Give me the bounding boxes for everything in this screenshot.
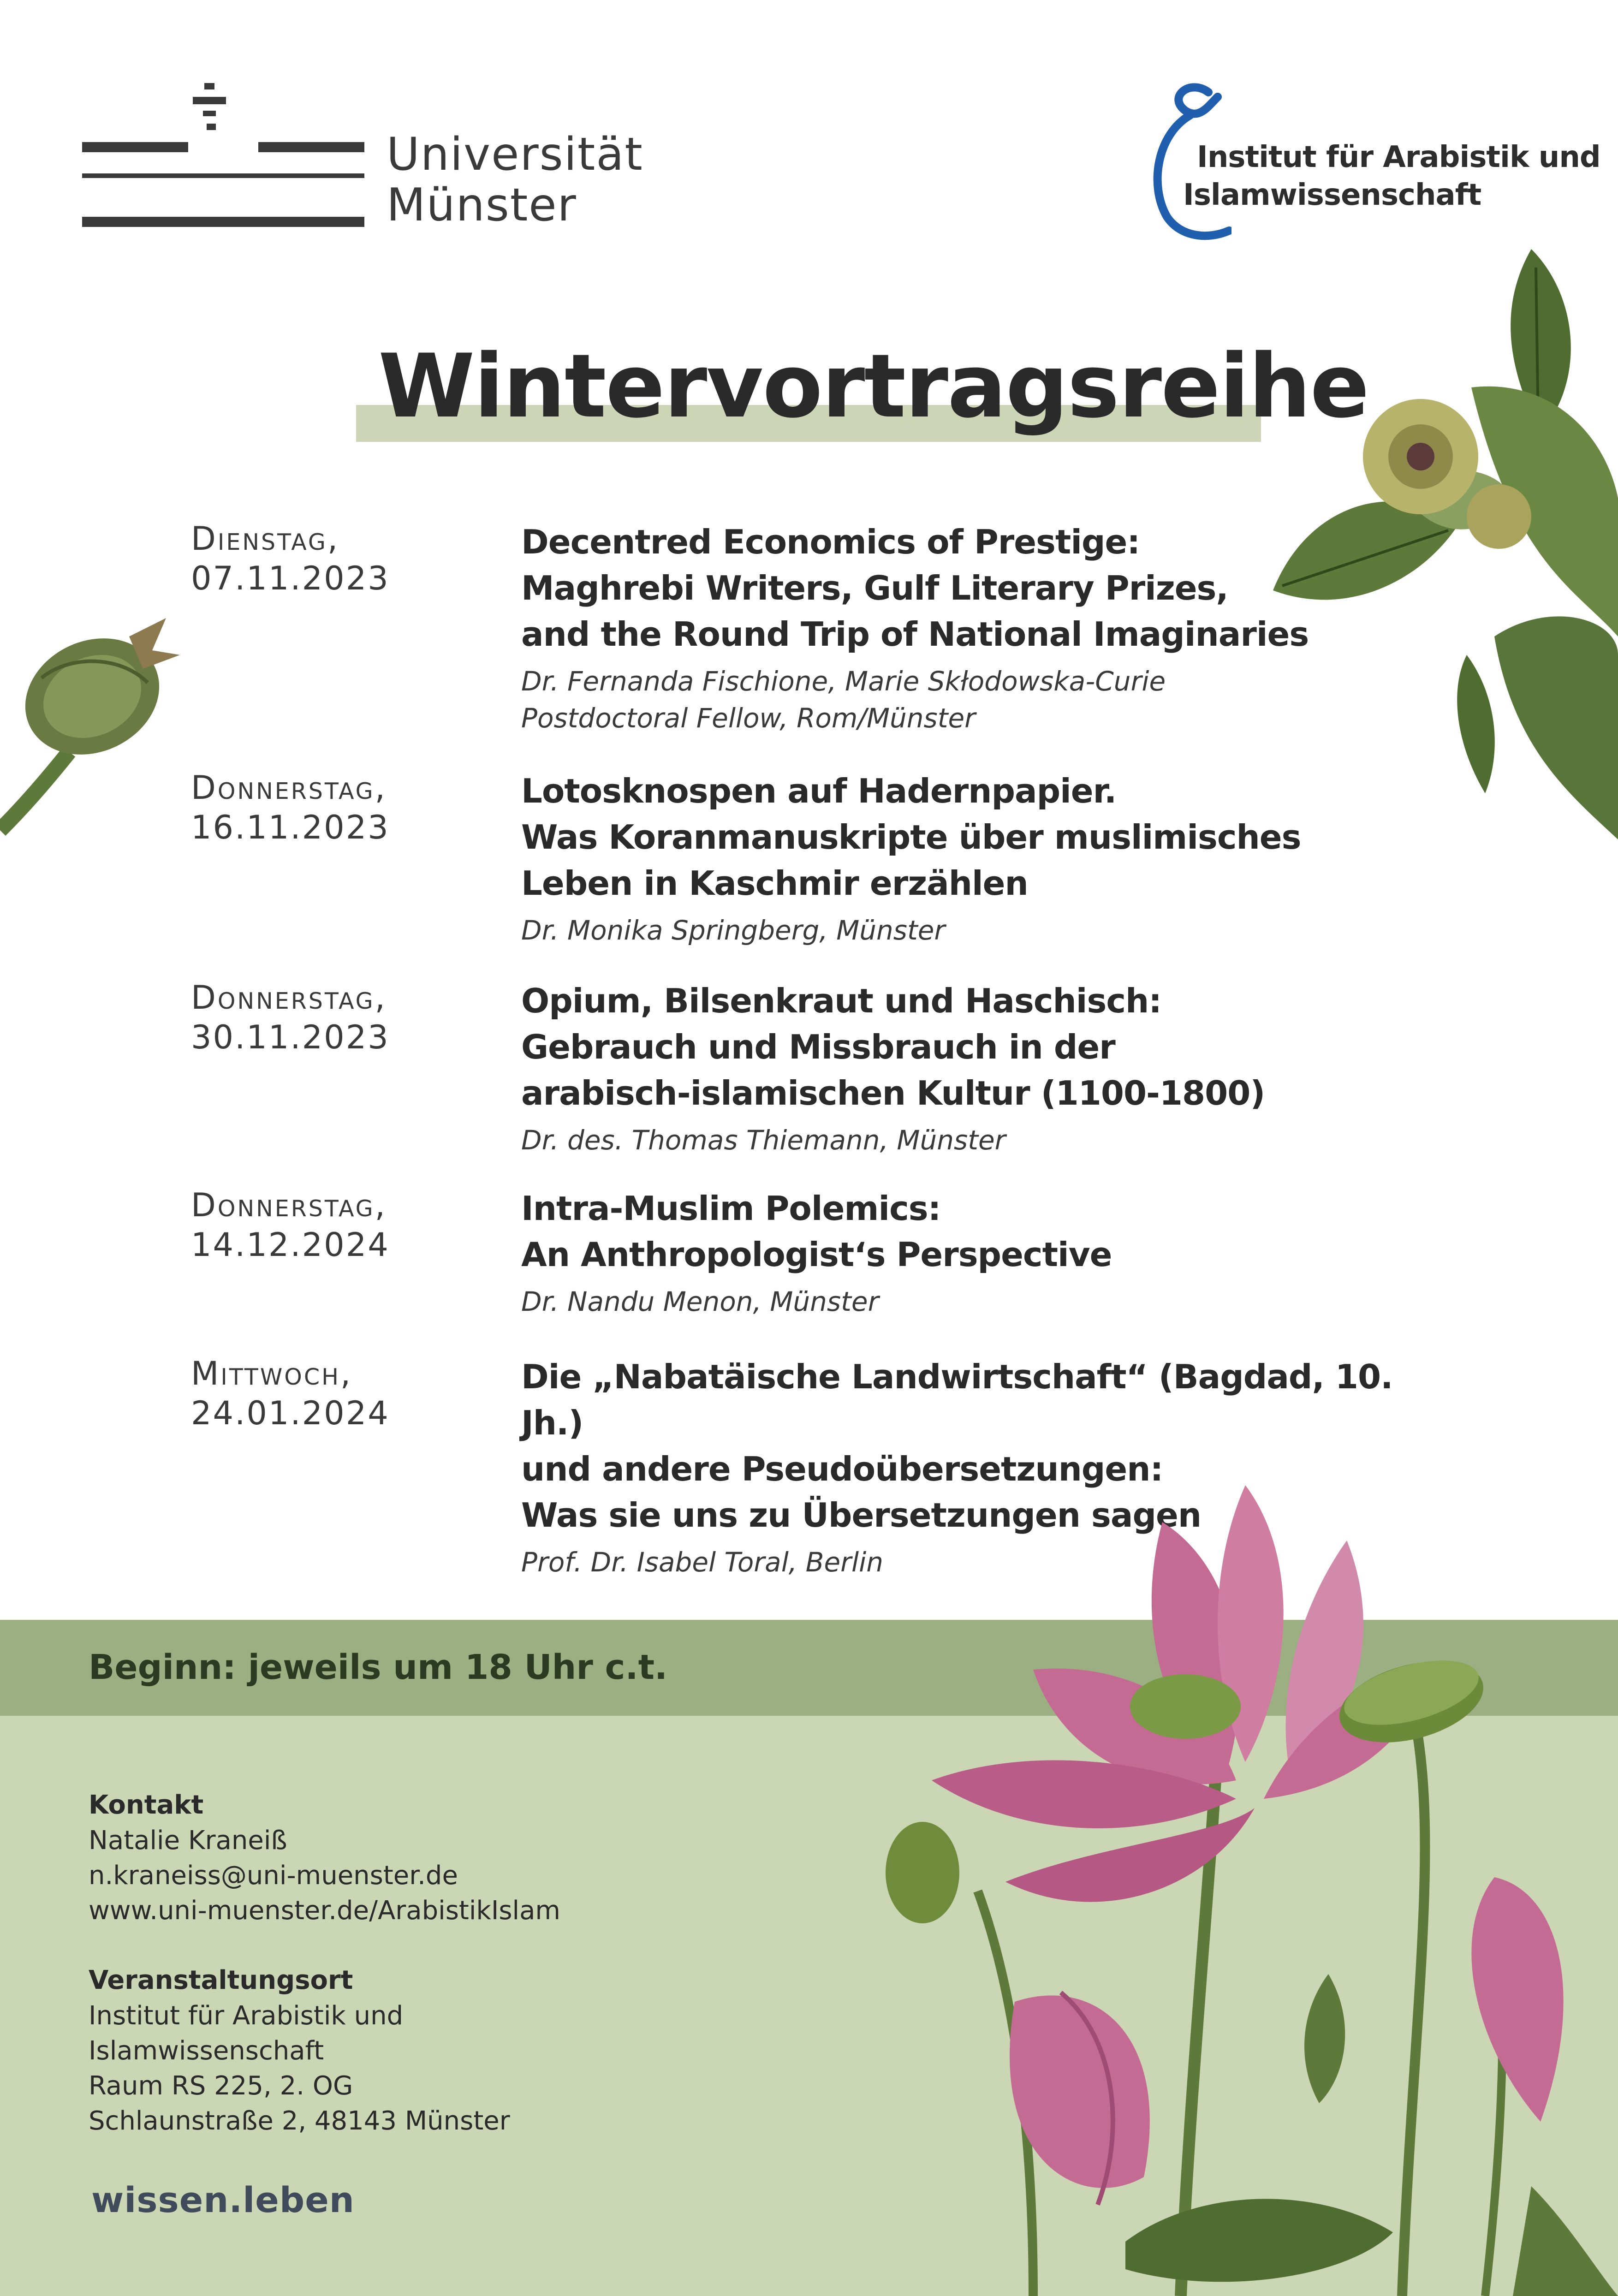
institute-name	[1183, 138, 1600, 214]
poppy-capsule-illustration-icon	[0, 600, 194, 839]
event-talk	[521, 1185, 1444, 1320]
event-day	[191, 768, 390, 847]
contact-block	[89, 1787, 560, 1928]
talk-title: Die „Nabatäische Landwirtschaft“ (Bagdad, 10. Jh.) und andere Pseudoübersetzungen: Was sie uns zu Übersetzungen sagen	[521, 1357, 1393, 1535]
event-date: 14.12.2024	[191, 1226, 390, 1264]
venue-line: Institut für Arabistik und	[89, 2001, 404, 2031]
contact-heading: Kontakt	[89, 1790, 204, 1820]
start-time-text: Beginn: jeweils um 18 Uhr c.t.	[89, 1648, 668, 1687]
institute-name-line2: Islamwissenschaft	[1183, 178, 1481, 212]
event-date: 07.11.2023	[191, 559, 390, 597]
talk-speaker: Dr. Fernanda Fischione, Marie Skłodowska-Curie Postdoctoral Fellow, Rom/Münster	[521, 666, 1166, 734]
lotus-illustration-icon	[839, 1485, 1618, 2296]
event-talk	[521, 519, 1444, 737]
institute-name-line1: Institut für Arabistik und	[1197, 140, 1600, 174]
venue-heading: Veranstaltungsort	[89, 1965, 353, 1995]
university-name	[387, 129, 643, 231]
event-date: 16.11.2023	[191, 809, 390, 846]
page-title: Wintervortragsreihe	[378, 335, 1369, 437]
venue-line: Islamwissenschaft	[89, 2036, 324, 2066]
contact-website-link[interactable]: www.uni-muenster.de/ArabistikIslam	[89, 1896, 560, 1926]
venue-block	[89, 1963, 510, 2139]
talk-speaker: Dr. Nandu Menon, Münster	[521, 1286, 879, 1317]
event-weekday: Donnerstag,	[191, 769, 387, 807]
event-weekday: Dienstag,	[191, 520, 340, 558]
event-talk	[521, 978, 1444, 1159]
event-day	[191, 1185, 390, 1265]
university-name-line1: Universität	[387, 128, 643, 181]
talk-speaker: Dr. des. Thomas Thiemann, Münster	[521, 1124, 1006, 1156]
venue-line: Schlaunstraße 2, 48143 Münster	[89, 2106, 510, 2136]
venue-line: Raum RS 225, 2. OG	[89, 2071, 353, 2101]
event-day	[191, 519, 390, 598]
event-day	[191, 1354, 390, 1433]
contact-name: Natalie Kraneiß	[89, 1826, 287, 1856]
event-weekday: Donnerstag,	[191, 979, 387, 1017]
talk-title: Opium, Bilsenkraut und Haschisch: Gebrauch und Missbrauch in der arabisch-islamischen Kultur (1100-1800)	[521, 981, 1265, 1112]
university-name-line2: Münster	[387, 179, 577, 232]
event-weekday: Mittwoch,	[191, 1355, 353, 1392]
talk-title: Lotosknospen auf Hadernpapier. Was Koranmanuskripte über muslimisches Leben in Kaschmir erzählen	[521, 772, 1301, 903]
university-logo-icon	[82, 83, 364, 231]
event-date: 24.01.2024	[191, 1394, 390, 1432]
event-talk	[521, 768, 1444, 949]
tagline: wissen.leben	[91, 2179, 355, 2220]
contact-email-link[interactable]: n.kraneiss@uni-muenster.de	[89, 1861, 458, 1891]
talk-speaker: Dr. Monika Springberg, Münster	[521, 915, 946, 946]
event-date: 30.11.2023	[191, 1018, 390, 1056]
event-weekday: Donnerstag,	[191, 1186, 387, 1224]
talk-title: Intra-Muslim Polemics: An Anthropologist‘s Perspective	[521, 1189, 1112, 1274]
event-day	[191, 978, 390, 1057]
talk-title: Decentred Economics of Prestige: Maghrebi Writers, Gulf Literary Prizes, and the Round Trip of National Imaginaries	[521, 523, 1309, 654]
talk-speaker: Prof. Dr. Isabel Toral, Berlin	[521, 1547, 883, 1578]
